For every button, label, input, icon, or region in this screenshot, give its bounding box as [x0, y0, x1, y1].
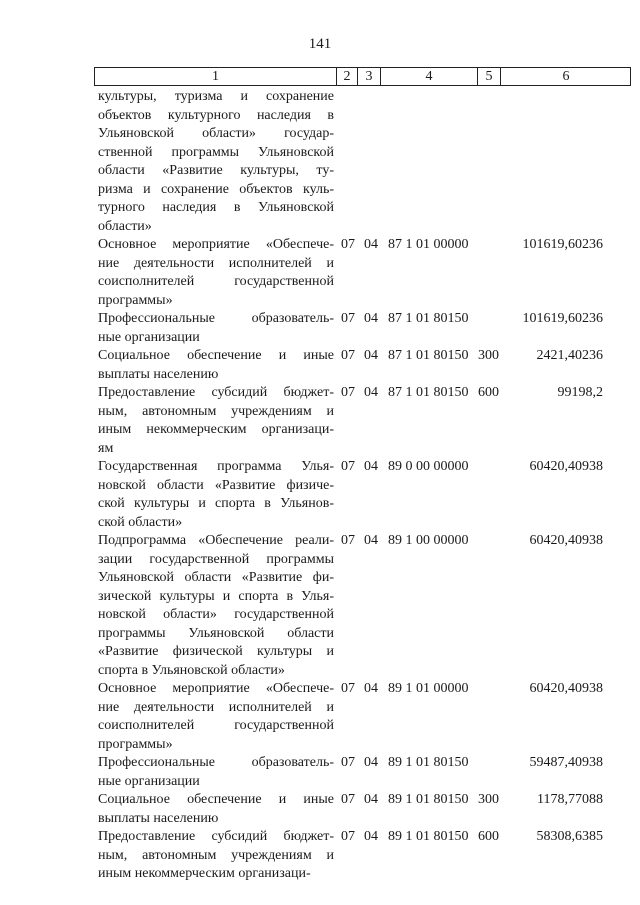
- amount: 101619,60236: [522, 311, 603, 326]
- row-name-line: спорта в Ульяновской области»: [98, 662, 285, 678]
- section-code: 07: [341, 348, 355, 363]
- expense-type: 600: [478, 829, 499, 844]
- row-name: [98, 236, 334, 310]
- section-code: 07: [341, 311, 355, 326]
- row-name-line: Государственная программа Улья-: [98, 459, 334, 474]
- row-name-line: Подпрограмма «Обеспечение реали-: [98, 533, 334, 548]
- row-name-line: Ульяновской области «Развитие фи-: [98, 570, 334, 585]
- row-name-line: программы»: [98, 736, 173, 752]
- amount: 101619,60236: [522, 237, 603, 252]
- subsection-code: 04: [364, 755, 378, 770]
- row-name-line: Основное мероприятие «Обеспече-: [98, 681, 334, 696]
- amount: 60420,40938: [529, 681, 603, 696]
- row-name: [98, 680, 334, 754]
- header-col-6: 6: [500, 68, 631, 85]
- row-name-line: Социальное обеспечение и иные: [98, 792, 334, 807]
- row-name-line: иным некоммерческим организаци-: [98, 866, 311, 881]
- subsection-code: 04: [364, 829, 378, 844]
- row-name-line: новской области «Развитие физиче-: [98, 477, 334, 493]
- row-name-line: ние деятельности исполнителей и: [98, 699, 334, 715]
- row-name: [98, 347, 334, 384]
- row-name-line: области»: [98, 218, 152, 234]
- subsection-code: 04: [364, 681, 378, 696]
- target-article: 89 1 01 80150: [388, 829, 469, 844]
- expense-type: 300: [478, 348, 499, 363]
- row-name-line: иным некоммерческим организаци-: [98, 422, 334, 437]
- amount: 60420,40938: [529, 533, 603, 548]
- row-name-line: ные организации: [98, 329, 200, 345]
- row-name: [98, 384, 334, 458]
- header-col-1: 1: [212, 69, 219, 84]
- row-name-line: объектов культурного наследия в: [98, 107, 334, 123]
- row-name-line: ственной программы Ульяновской: [98, 144, 334, 160]
- row-name-line: соисполнителей государственной: [98, 718, 334, 733]
- row-name-line: выплаты населению: [98, 366, 219, 382]
- row-name-line: Профессиональные образователь-: [98, 311, 334, 326]
- target-article: 89 1 01 80150: [388, 792, 469, 807]
- header-col-4: 4: [380, 68, 477, 85]
- target-article: 89 0 00 00000: [388, 459, 469, 474]
- row-name: [98, 458, 334, 532]
- subsection-code: 04: [364, 237, 378, 252]
- row-name-line: ным, автономным учреждениям и: [98, 403, 334, 419]
- target-article: 89 1 01 80150: [388, 755, 469, 770]
- row-name: [98, 828, 334, 884]
- row-name-line: соисполнителей государственной: [98, 274, 334, 289]
- section-code: 07: [341, 237, 355, 252]
- subsection-code: 04: [364, 348, 378, 363]
- row-name-line: ным, автономным учреждениям и: [98, 847, 334, 863]
- section-code: 07: [341, 681, 355, 696]
- header-col-3: 3: [357, 68, 380, 85]
- row-name-line: Профессиональные образователь-: [98, 755, 334, 770]
- amount: 2421,40236: [536, 348, 603, 363]
- subsection-code: 04: [364, 385, 378, 400]
- row-name-line: «Развитие физической культуры и: [98, 644, 334, 659]
- subsection-code: 04: [364, 792, 378, 807]
- row-name-line: ние деятельности исполнителей и: [98, 255, 334, 271]
- row-name-line: Основное мероприятие «Обеспече-: [98, 237, 334, 252]
- expense-type: 600: [478, 385, 499, 400]
- row-name-line: программы»: [98, 292, 173, 308]
- amount: 60420,40938: [529, 459, 603, 474]
- row-name: [98, 88, 334, 236]
- row-name-line: ные организации: [98, 773, 200, 789]
- row-name: [98, 754, 334, 791]
- row-name-line: Предоставление субсидий бюджет-: [98, 385, 334, 400]
- section-code: 07: [341, 755, 355, 770]
- row-name-line: Социальное обеспечение и иные: [98, 348, 334, 363]
- section-code: 07: [341, 792, 355, 807]
- page-number: 141: [308, 36, 332, 52]
- target-article: 87 1 01 80150: [388, 385, 469, 400]
- target-article: 89 1 01 00000: [388, 681, 469, 696]
- row-name-line: области «Развитие культуры, ту-: [98, 163, 334, 178]
- row-name-line: Ульяновской области» государ-: [98, 126, 334, 141]
- subsection-code: 04: [364, 533, 378, 548]
- amount: 99198,2: [557, 385, 603, 400]
- row-name-line: Предоставление субсидий бюджет-: [98, 829, 334, 844]
- row-name-line: новской области» государственной: [98, 607, 334, 622]
- amount: 58308,6385: [536, 829, 603, 844]
- target-article: 87 1 01 80150: [388, 311, 469, 326]
- section-code: 07: [341, 533, 355, 548]
- section-code: 07: [341, 459, 355, 474]
- row-name-line: ям: [98, 440, 114, 456]
- subsection-code: 04: [364, 311, 378, 326]
- row-name-line: турного наследия в Ульяновской: [98, 200, 334, 215]
- row-name-line: ской культуры и спорта в Ульянов-: [98, 496, 334, 511]
- amount: 1178,77088: [537, 792, 603, 807]
- row-name-line: культуры, туризма и сохранение: [98, 89, 334, 104]
- target-article: 87 1 01 80150: [388, 348, 469, 363]
- table-header: [94, 67, 631, 86]
- expense-type: 300: [478, 792, 499, 807]
- target-article: 89 1 00 00000: [388, 533, 469, 548]
- section-code: 07: [341, 829, 355, 844]
- amount: 59487,40938: [529, 755, 603, 770]
- row-name-line: зации государственной программы: [98, 551, 334, 567]
- row-name-line: зической культуры и спорта в Улья-: [98, 588, 334, 604]
- row-name: [98, 791, 334, 828]
- row-name-line: ризма и сохранение объектов куль-: [98, 181, 334, 197]
- row-name-line: выплаты населению: [98, 810, 219, 826]
- row-name-line: программы Ульяновской области: [98, 625, 334, 641]
- row-name: [98, 310, 334, 347]
- target-article: 87 1 01 00000: [388, 237, 469, 252]
- header-col-2: 2: [336, 68, 357, 85]
- section-code: 07: [341, 385, 355, 400]
- subsection-code: 04: [364, 459, 378, 474]
- row-name-line: ской области»: [98, 514, 183, 530]
- row-name: [98, 532, 334, 680]
- header-col-5: 5: [477, 68, 500, 85]
